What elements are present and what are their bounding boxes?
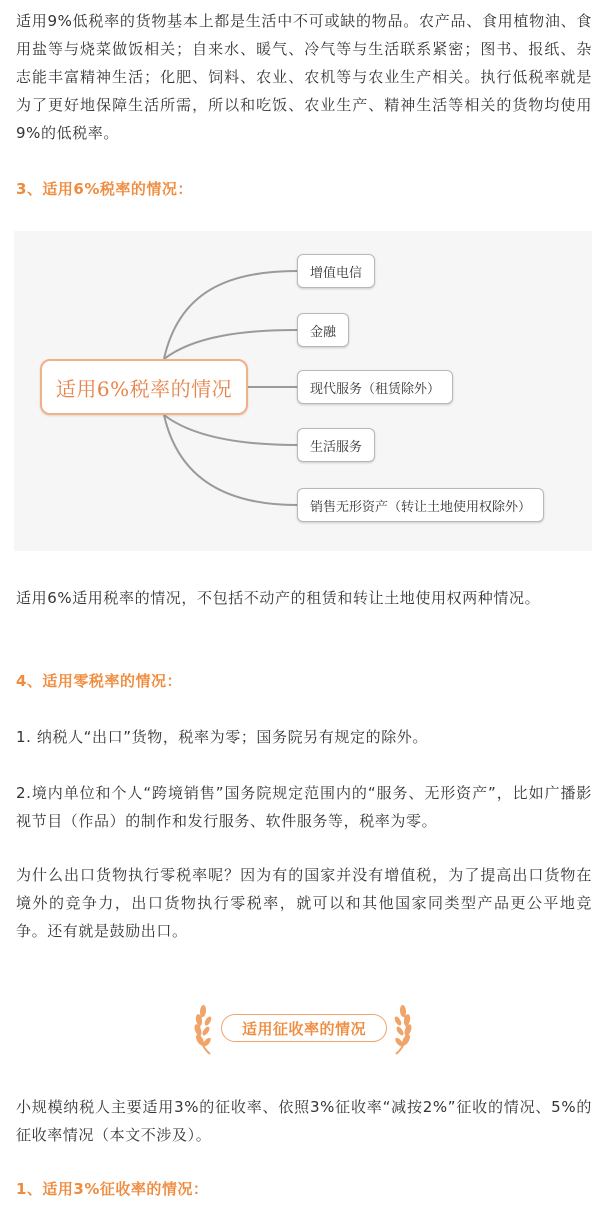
wheat-icon xyxy=(190,1000,218,1056)
section-heading-3-percent: 1、适用3%征收率的情况： xyxy=(16,1180,209,1198)
mindmap-node-life-services: 生活服务 xyxy=(297,428,375,462)
mindmap-node-modern-services: 现代服务（租赁除外） xyxy=(297,370,453,404)
connector-line xyxy=(164,415,297,505)
section-banner xyxy=(190,998,416,1058)
list-item-cross-border: 2.境内单位和个人“跨境销售”国务院规定范围内的“服务、无形资产”，比如广播影视节目（作品）的制作和发行服务、软件服务等，税率为零。 xyxy=(16,784,592,830)
paragraph-6-percent-note: 适用6%适用税率的情况，不包括不动产的租赁和转让土地使用权两种情况。 xyxy=(16,589,541,607)
connector-line xyxy=(164,330,297,359)
mindmap-6-percent xyxy=(14,231,592,551)
section-heading-6-percent: 3、适用6%税率的情况： xyxy=(16,180,193,198)
connector-line xyxy=(164,415,297,445)
paragraph-small-scale-taxpayer: 小规模纳税人主要适用3%的征收率、依照3%征收率“减按2%”征收的情况、5%的征收率情况（本文不涉及）。 xyxy=(16,1098,592,1144)
paragraph-low-tax-goods: 适用9%低税率的货物基本上都是生活中不可或缺的物品。农产品、食用植物油、食用盐等与烧菜做饭相关；自来水、暖气、冷气等与生活联系紧密；图书、报纸、杂志能丰富精神生活；化肥、饲料、农业、农机等与农业生产相关。执行低税率就是为了更好地保障生活所需，所以和吃饭、农业生产、精神生活等相关的货物均使用9%的低税率。 xyxy=(16,12,592,142)
mindmap-center-node: 适用6%税率的情况 xyxy=(40,359,248,415)
paragraph-zero-rate-reason: 为什么出口货物执行零税率呢？因为有的国家并没有增值税，为了提高出口货物在境外的竞争力，出口货物执行零税率，就可以和其他国家同类型产品更公平地竞争。还有就是鼓励出口。 xyxy=(16,866,592,940)
wheat-icon xyxy=(388,1000,416,1056)
mindmap-node-telecom: 增值电信 xyxy=(297,254,375,288)
section-heading-zero-rate: 4、适用零税率的情况： xyxy=(16,672,182,690)
banner-title: 适用征收率的情况 xyxy=(221,1014,387,1042)
mindmap-node-intangible-assets: 销售无形资产（转让土地使用权除外） xyxy=(297,488,544,522)
mindmap-node-finance: 金融 xyxy=(297,313,349,347)
list-item-export-goods: 1. 纳税人“出口”货物，税率为零；国务院另有规定的除外。 xyxy=(16,728,429,746)
connector-line xyxy=(164,271,297,359)
